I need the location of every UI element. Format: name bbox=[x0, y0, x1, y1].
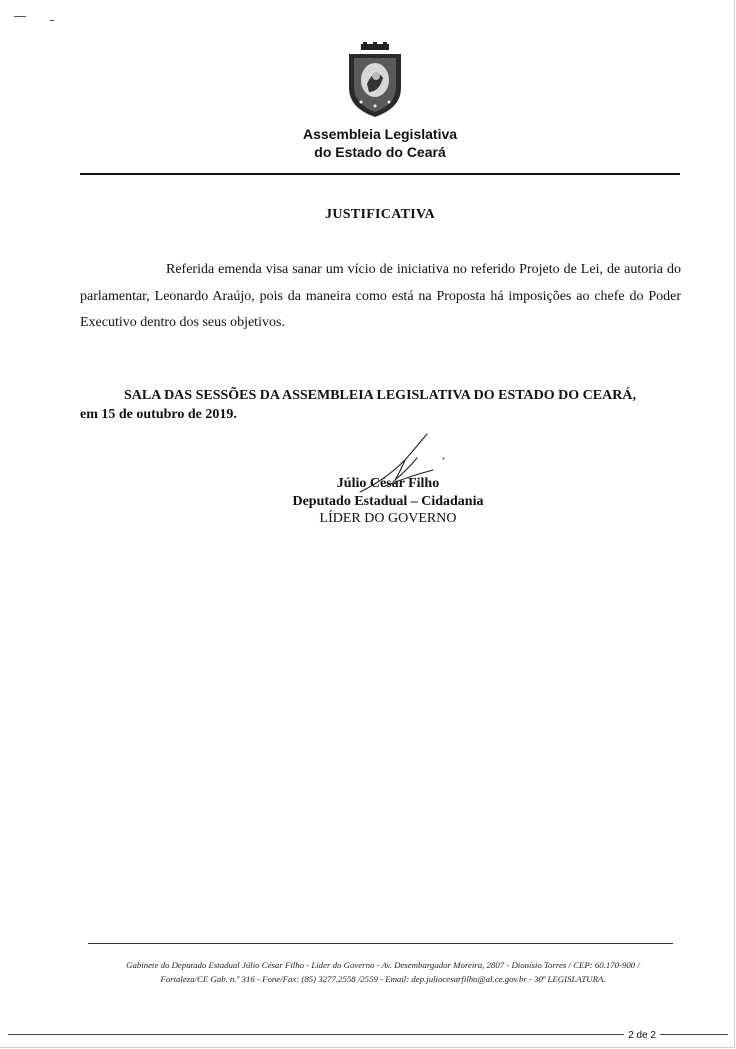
page-number: 2 de 2 bbox=[624, 1030, 660, 1041]
organization-name-line2: do Estado do Ceará bbox=[314, 144, 446, 160]
closing-statement bbox=[80, 386, 680, 424]
handwritten-signature bbox=[355, 430, 450, 500]
signatory-name: Júlio César Filho bbox=[336, 476, 440, 491]
closing-line1: SALA DAS SESSÕES DA ASSEMBLEIA LEGISLATIVA DO ESTADO DO CEARÁ, bbox=[124, 388, 636, 403]
body-paragraph: Referida emenda visa sanar um vício de iniciativa no referido Projeto de Lei, de autoria do parlamentar, Leonardo Araújo, pois da maneira como está na Proposta há imposições ao chefe do Poder Executivo dentro dos seus objetivos. bbox=[80, 262, 681, 330]
closing-date: em 15 de outubro de 2019. bbox=[80, 407, 237, 422]
scan-mark bbox=[14, 16, 26, 17]
document-heading: JUSTIFICATIVA bbox=[325, 207, 435, 222]
footer-line2: Fortaleza/CE Gab. n.º 316 - Fone/Fax: (85) 3277.2558 /2559 - Email: dep.juliocesarfilho@al.ce.gov.br - 30ª LEGISLATURA. bbox=[160, 974, 606, 984]
footer-address bbox=[86, 958, 680, 986]
ceara-coat-of-arms-icon bbox=[345, 42, 405, 118]
organization-name: Assembleia Legislativa bbox=[302, 126, 458, 142]
bottom-divider bbox=[8, 1034, 728, 1035]
scan-mark bbox=[50, 20, 54, 21]
footer-divider bbox=[88, 943, 673, 944]
signatory-role: Deputado Estadual – Cidadania bbox=[292, 493, 484, 509]
signatory-title: LÍDER DO GOVERNO bbox=[319, 511, 457, 526]
header-divider bbox=[80, 173, 680, 175]
footer-line1: Gabinete do Deputado Estadual Júlio César Filho - Líder do Governo - Av. Desembargador Moreira, 2807 - Dionísio Torres / CEP: 60.170-900 / bbox=[126, 960, 640, 970]
